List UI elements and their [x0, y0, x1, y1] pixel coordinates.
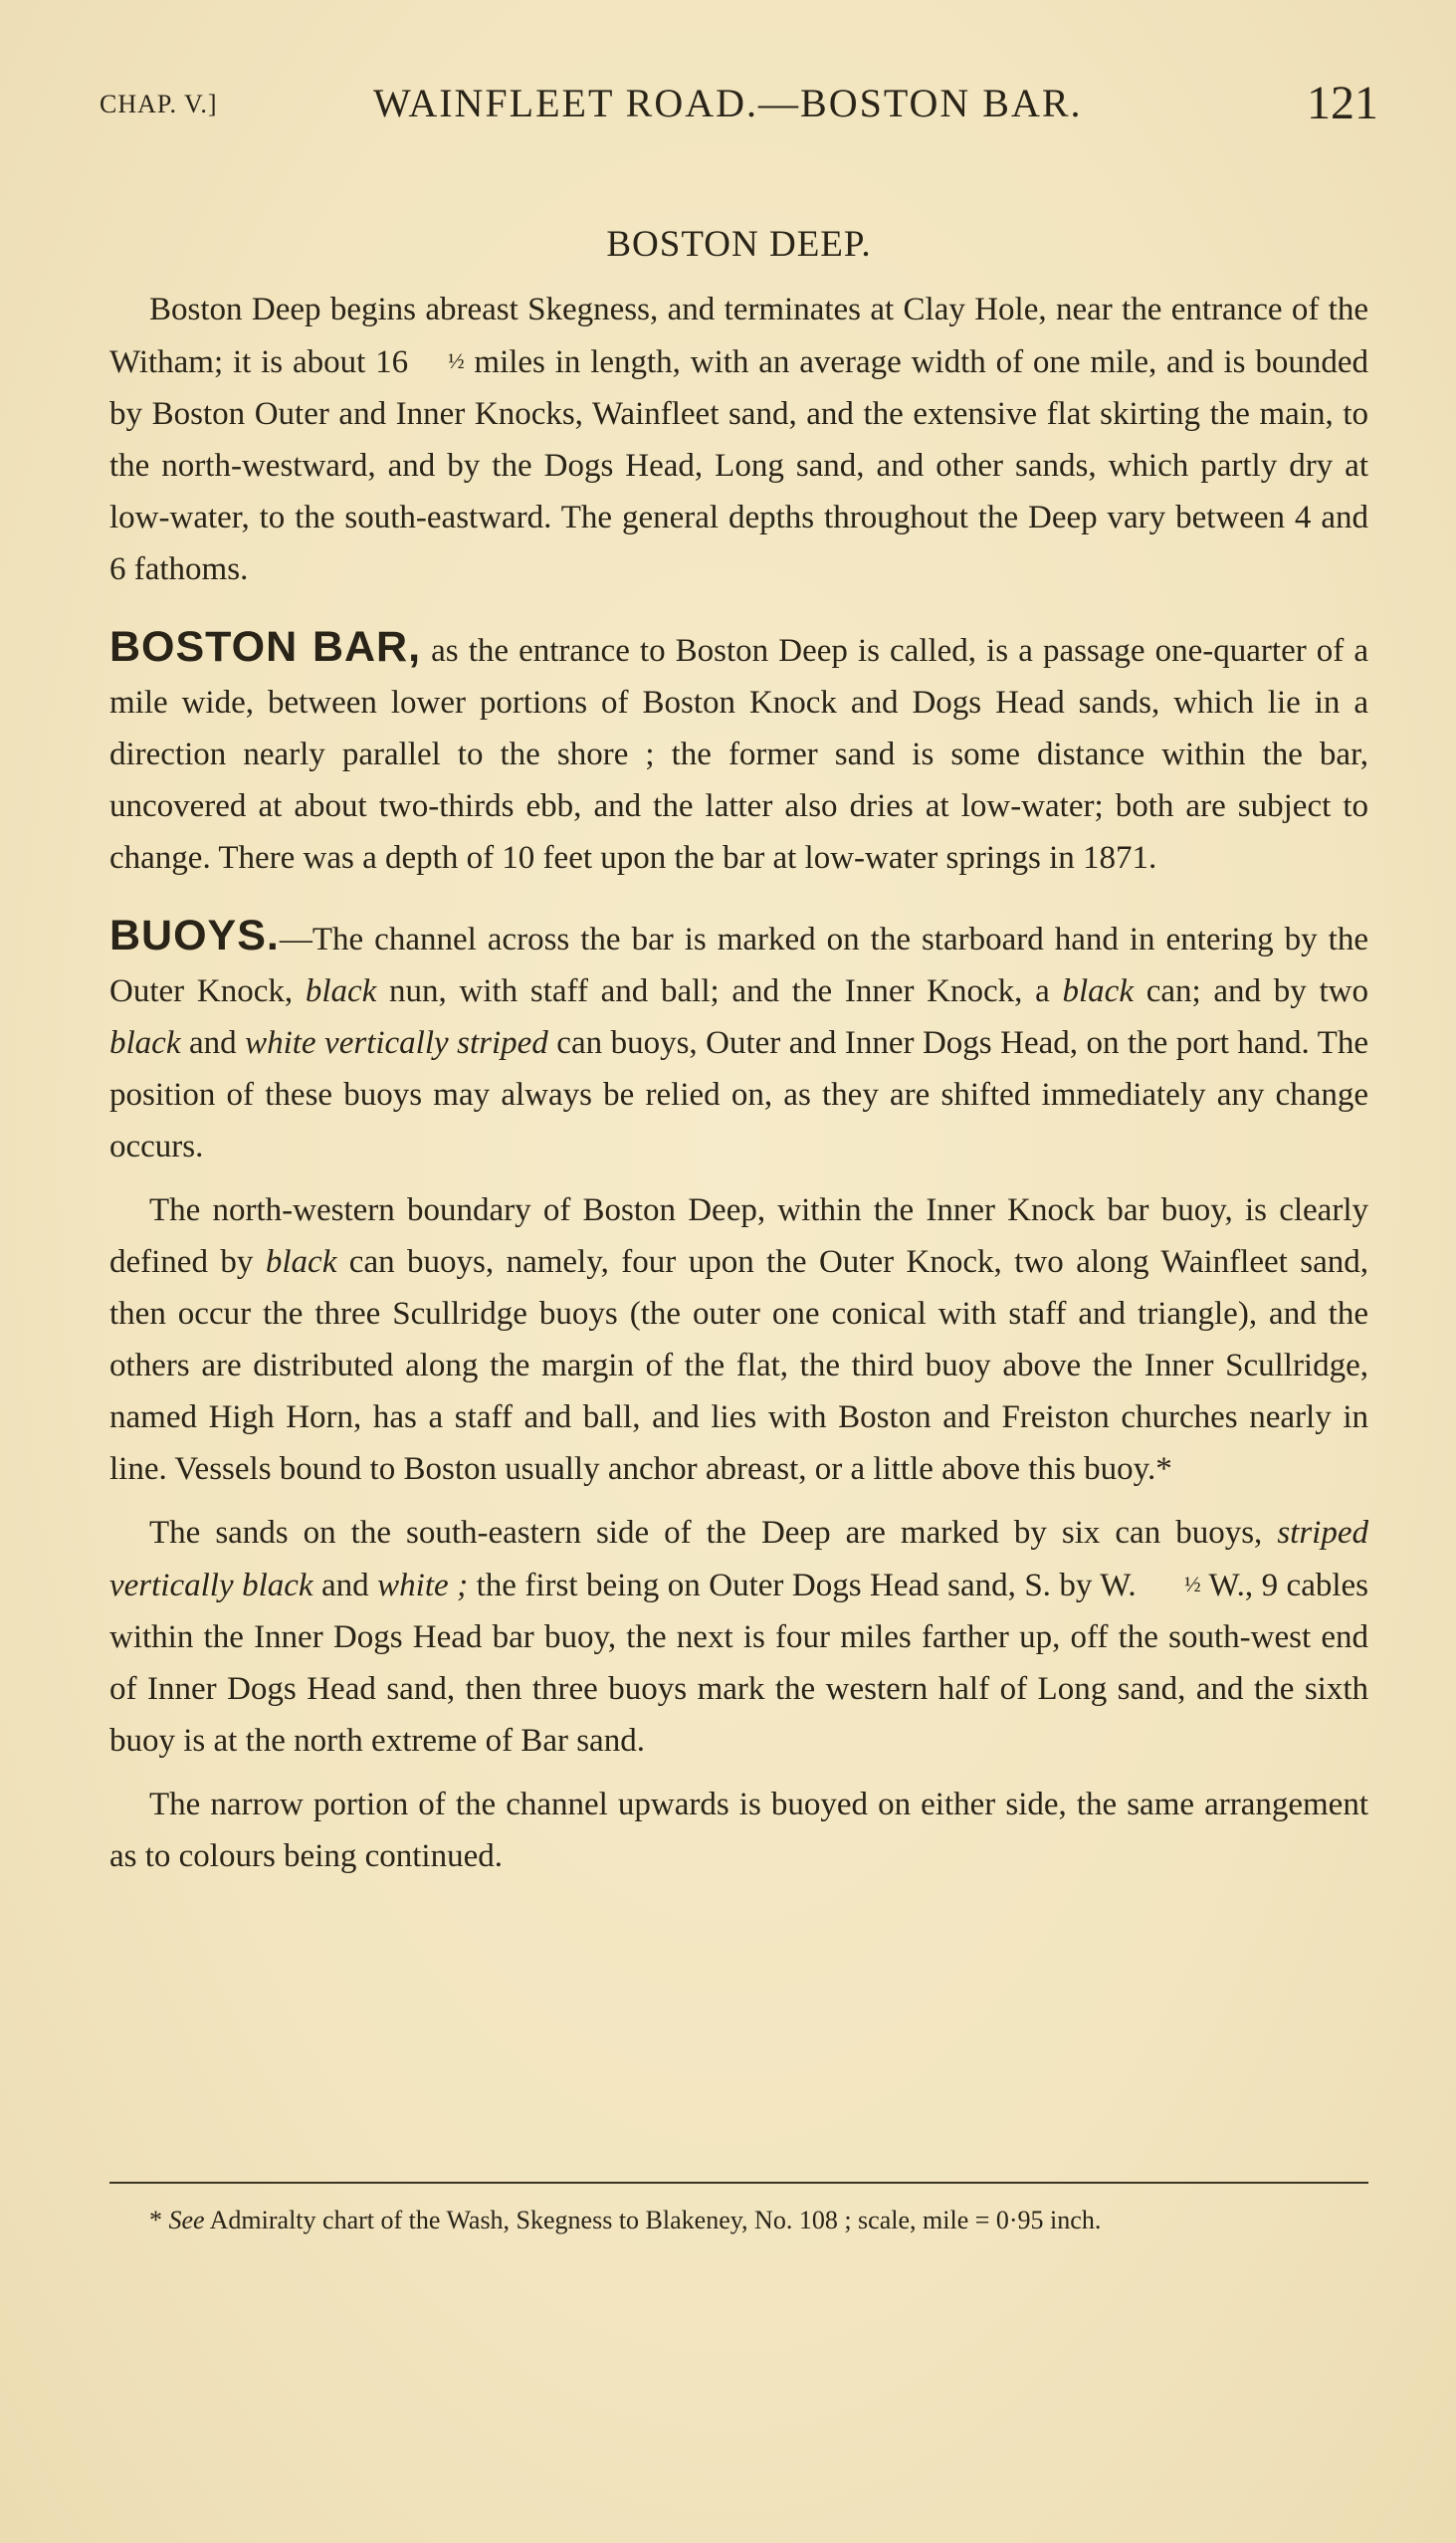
- footnote-text: Admiralty chart of the Wash, Skegness to Blakeney, No. 108 ; scale, mile = 0·95 inch.: [204, 2206, 1102, 2234]
- paragraph-buoys: [109, 910, 1368, 1172]
- footnote: [109, 2200, 1368, 2241]
- italic-run: white ;: [377, 1568, 469, 1603]
- section-heading: BOSTON DEEP.: [606, 224, 872, 265]
- text-run: can buoys, Outer and Inner Dogs Head, on the port hand. The position of these buoys may always be relied on, as they are shifted immediately any change occurs.: [109, 1025, 1368, 1165]
- footnote-mark: *: [149, 2206, 169, 2234]
- italic-run: black: [265, 1244, 337, 1280]
- footnote-divider: [109, 2182, 1368, 2184]
- paragraph-narrow-portion: [109, 1779, 1368, 1882]
- text-run: nun, with staff and ball; and the Inner Knock, a: [376, 973, 1063, 1009]
- run-in-heading-boston-bar: BOSTON BAR,: [109, 623, 422, 671]
- running-head: [100, 76, 1378, 135]
- text-run: as the entrance to Boston Deep is called, is a passage one-quarter of a mile wide, between lower portions of Boston Knock and Dogs Head sands, which lie in a direction nearly parallel to the shore ; the former sand is some distance within the bar, uncovered at about two-thirds ebb, and the latter also dries at low-water; both are subject to change. There was a depth of 10 feet upon the bar at low-water springs in 1871.: [109, 633, 1368, 876]
- text-run: —The channel across the bar is marked on the starboard hand in entering by the Outer Knock,: [109, 922, 1368, 1009]
- text-run: and: [180, 1025, 246, 1061]
- fraction: ½: [448, 348, 465, 373]
- italic-run: black: [1062, 973, 1134, 1009]
- text-run: can; and by two: [1133, 973, 1368, 1009]
- italic-run: black: [109, 1025, 181, 1061]
- paragraph-south-eastern-side: [109, 1507, 1368, 1767]
- fraction: ½: [1184, 1572, 1201, 1596]
- chapter-label: CHAP. V.]: [100, 90, 218, 118]
- paragraph-boston-deep: [109, 284, 1368, 595]
- text-run: miles in length, with an average width of one mile, and is bounded by Boston Outer and Inner Knocks, Wainfleet sand, and the extensive flat skirting the main, to the north-westward, and by the Dogs Head, Long sand, and other sands, which partly dry at low-water, to the south-eastward. The general depths throughout the Deep vary between 4 and 6 fathoms.: [109, 344, 1368, 587]
- paragraph-boston-bar: [109, 621, 1368, 884]
- run-in-heading-buoys: BUOYS.: [109, 912, 280, 959]
- paragraph-north-western-boundary: [109, 1184, 1368, 1495]
- body-text: [109, 199, 1368, 1894]
- text-run: Boston Deep begins abreast Skegness, and terminates at Clay Hole, near the entrance of the Witham; it is about 16: [109, 292, 1368, 380]
- text-run: W., 9 cables within the Inner Dogs Head bar buoy, the next is four miles farther up, off the south-west end of Inner Dogs Head sand, then three buoys mark the western half of Long sand, and the sixth buoy is at the north extreme of Bar sand.: [109, 1568, 1368, 1759]
- footnote-see: See: [168, 2206, 205, 2234]
- running-title: WAINFLEET ROAD.—BOSTON BAR.: [373, 81, 1083, 125]
- text-run: The sands on the south-eastern side of the Deep are marked by six can buoys,: [149, 1515, 1278, 1551]
- text-run: and: [312, 1568, 378, 1603]
- text-run: the first being on Outer Dogs Head sand, S. by W.: [468, 1568, 1145, 1603]
- text-run: The narrow portion of the channel upwards is buoyed on either side, the same arrangement as to colours being continued.: [109, 1787, 1368, 1874]
- text-run: The north-western boundary of Boston Deep, within the Inner Knock bar buoy, is clearly defined by: [109, 1192, 1368, 1280]
- italic-run: striped vertically black: [109, 1515, 1368, 1603]
- text-run: can buoys, namely, four upon the Outer Knock, two along Wainfleet sand, then occur the three Scullridge buoys (the outer one conical with staff and triangle), and the others are distributed along the margin of the flat, the third buoy above the Inner Scullridge, named High Horn, has a staff and ball, and lies with Boston and Freiston churches nearly in line. Vessels bound to Boston usually anchor abreast, or a little above this buoy.*: [109, 1244, 1369, 1487]
- page-number: 121: [1307, 77, 1378, 129]
- italic-run: white vertically striped: [245, 1025, 548, 1061]
- italic-run: black: [305, 973, 377, 1009]
